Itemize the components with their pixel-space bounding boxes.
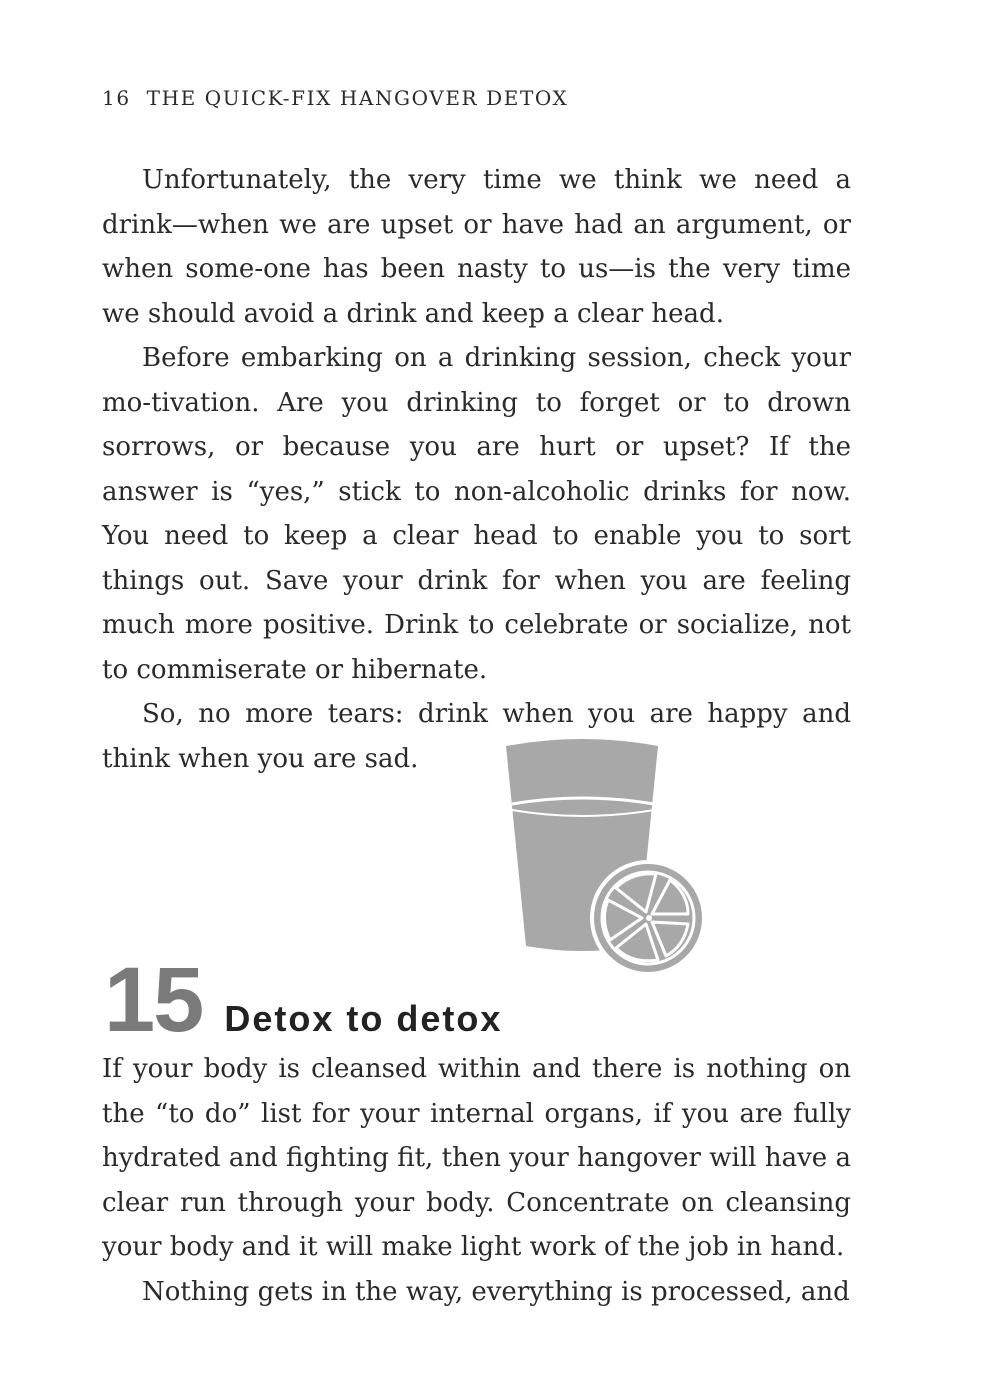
section-heading — [104, 949, 503, 1051]
running-head — [102, 86, 568, 110]
section-title: Detox to detox — [224, 998, 503, 1039]
paragraph: Before embarking on a drinking session, check your mo-tivation. Are you drinking to forget or to drown sorrows, or because you are hurt or upset? If the answer is “yes,” stick to non-alcoholic drinks for now. You need to keep a clear head to enable you to sort things out. Save your drink for when you are feeling much more positive. Drink to celebrate or socialize, not to commiserate or hibernate. — [102, 343, 851, 685]
paragraph: Unfortunately, the very time we think we need a drink—when we are upset or have had an argument, or when some-one has been nasty to us—is the very time we should avoid a drink and keep a clear head. — [102, 165, 851, 329]
glass-of-water-with-lemon-icon — [500, 734, 712, 978]
intro-text-block — [102, 158, 851, 781]
paragraph: If your body is cleansed within and there is nothing on the “to do” list for your internal organs, if you are fully hydrated and fighting fit, then your hangover will have a clear run through your body. Concentrate on cleansing your body and it will make light work of the job in hand. — [102, 1054, 851, 1262]
page-number: 16 — [102, 86, 131, 110]
paragraph: So, no more tears: drink when you are happy and think when you are sad. — [102, 699, 851, 774]
section-number: 15 — [104, 949, 203, 1051]
section-text-block — [102, 1047, 851, 1314]
book-title: THE QUICK-FIX HANGOVER DETOX — [146, 86, 569, 110]
paragraph: Nothing gets in the way, everything is processed, and — [142, 1276, 850, 1307]
